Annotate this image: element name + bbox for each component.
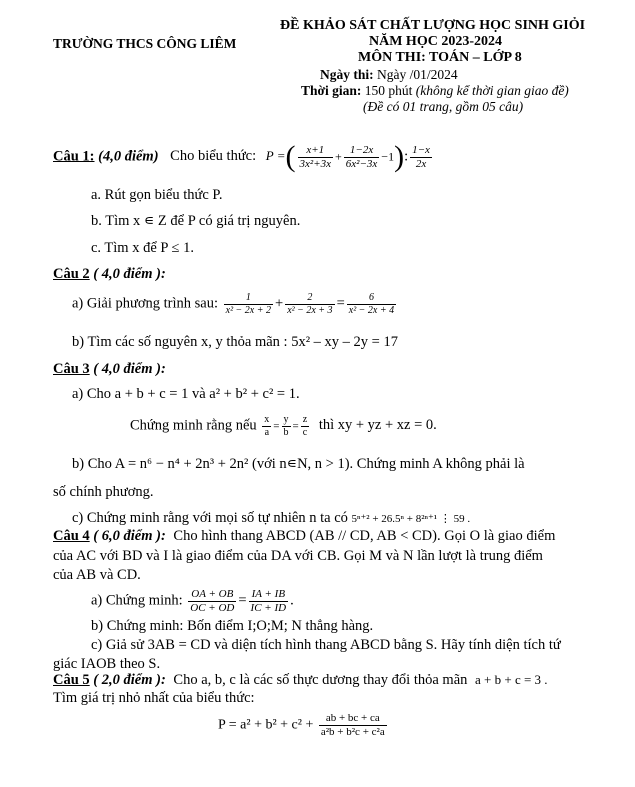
q1-f3-num: 1−x	[412, 143, 430, 156]
q2-fb-den: x² − 2x + 3	[287, 304, 333, 316]
q1-minus-one: −1	[381, 149, 395, 164]
q2-fraction-1	[224, 292, 273, 316]
q4-eq: =	[238, 592, 247, 609]
q1-label: Câu 1:	[53, 148, 95, 165]
q2-equals: =	[336, 295, 345, 312]
q1-p-eq: P =	[265, 148, 286, 164]
q2-plus: +	[275, 295, 284, 312]
q4-fraction-2	[249, 588, 289, 614]
q2-fraction-3	[347, 292, 396, 316]
q5-intro-line1	[53, 672, 548, 689]
q4-line3: của AB và CD.	[53, 567, 141, 583]
q1-fraction-3	[410, 144, 432, 170]
q2-label: Câu 2	[53, 266, 90, 282]
q2-fc-num: 6	[347, 292, 396, 305]
q3-r2-den: b	[283, 426, 289, 438]
q4-fa-num: OA + OB	[188, 588, 236, 602]
q5-line2: Tìm giá trị nhỏ nhất của biểu thức:	[53, 690, 255, 706]
q3-ratio-y	[282, 414, 291, 438]
q2-part-a	[72, 292, 398, 316]
q3-prove-line	[130, 414, 437, 438]
q3-header	[53, 361, 166, 378]
q2-a-intro: a) Giải phương trình sau:	[72, 295, 218, 312]
q2-fb-num: 2	[285, 292, 334, 305]
q1-intro: Cho biểu thức:	[170, 148, 257, 165]
q2-fa-den: x² − 2x + 2	[225, 304, 271, 316]
q1-colon: :	[404, 148, 409, 165]
q4-part-b: b) Chứng minh: Bốn điểm I;O;M; N thẳng hàng.	[91, 618, 374, 634]
q3-prove-intro: Chứng minh rằng nếu	[130, 417, 257, 434]
q1-f3-den: 2x	[415, 157, 427, 170]
q5-p-lhs: P = a² + b² + c² +	[218, 717, 314, 733]
q3-r1-num: x	[264, 414, 270, 425]
q1-points: (4,0 điểm)	[98, 148, 159, 165]
q3-eq-2: =	[292, 420, 299, 433]
q3-c-intro: c) Chứng minh rằng với mọi số tự nhiên n ta có	[72, 510, 348, 526]
q4-period: .	[290, 592, 294, 609]
q2-header	[53, 266, 166, 283]
q4-fraction-1	[188, 588, 236, 614]
q1-part-b: b. Tìm x ∊ Z để P có giá trị nguyên.	[91, 213, 301, 229]
exam-date	[320, 67, 458, 83]
q5-points: ( 2,0 điểm ):	[93, 672, 166, 688]
q5-p-num: ab + bc + ca	[319, 712, 387, 726]
q1-fraction-2	[344, 144, 380, 170]
q3-points: ( 4,0 điểm ):	[93, 361, 166, 377]
time-note: (không kể thời gian giao đề)	[415, 83, 569, 98]
exam-subject: MÔN THI: TOÁN – LỚP 8	[358, 50, 522, 65]
q5-condition: a + b + c = 3 .	[475, 672, 548, 687]
q3-part-b-line1: b) Cho A = n⁶ − n⁴ + 2n³ + 2n² (với n∊N, n > 1). Chứng minh A không phải là	[72, 456, 525, 472]
q4-fb-num: IA + IB	[249, 588, 289, 602]
q4-part-a	[91, 588, 294, 614]
q2-fa-num: 1	[224, 292, 273, 305]
date-label: Ngày thi:	[320, 67, 374, 82]
q3-eq-1: =	[273, 420, 280, 433]
q1-f2-num: 1−2x	[344, 144, 380, 158]
q3-c-expr: 5ⁿ⁺² + 26.5ⁿ + 8²ⁿ⁺¹ ⋮ 59 .	[351, 513, 471, 525]
exam-title: ĐỀ KHẢO SÁT CHẤT LƯỢNG HỌC SINH GIỎI	[280, 18, 586, 33]
q4-part-c-line1: c) Giả sử 3AB = CD và diện tích hình thang ABCD bằng S. Hãy tính diện tích tứ	[91, 637, 561, 653]
q1-f1-den: 3x²+3x	[299, 157, 332, 170]
q5-label: Câu 5	[53, 672, 90, 688]
q1-f2-den: 6x²−3x	[345, 157, 378, 170]
q5-p-den: a²b + b²c + c²a	[320, 725, 385, 738]
q3-part-b-line2: số chính phương.	[53, 484, 154, 500]
q4-label: Câu 4	[53, 528, 90, 544]
q5-fraction	[319, 712, 387, 738]
date-value: Ngày /01/2024	[377, 67, 458, 82]
q2-fraction-2	[285, 292, 334, 316]
q5-expression	[218, 712, 389, 738]
q5-line1: Cho a, b, c là các số thực dương thay đổi thỏa mãn	[173, 672, 468, 688]
q1-part-a: a. Rút gọn biểu thức P.	[91, 187, 223, 203]
q4-line1: Cho hình thang ABCD (AB // CD, AB < CD). Gọi O là giao điểm	[173, 528, 556, 544]
pages-note: (Đề có 01 trang, gồm 05 câu)	[363, 99, 524, 114]
q1-rparen: )	[394, 140, 405, 173]
q3-part-c	[72, 510, 470, 527]
q1-f1-num: x+1	[298, 144, 334, 158]
q1-lparen: (	[285, 140, 296, 173]
q3-r2-num: y	[283, 414, 289, 425]
exam-time	[301, 83, 569, 99]
q4-part-c-line2: giác IAOB theo S.	[53, 656, 161, 672]
q3-part-a: a) Cho a + b + c = 1 và a² + b² + c² = 1.	[72, 386, 300, 402]
q3-r3-num: z	[302, 414, 308, 425]
q4-a-intro: a) Chứng minh:	[91, 592, 183, 609]
q1-part-c: c. Tìm x để P ≤ 1.	[91, 240, 195, 256]
q3-ratio-z	[301, 414, 309, 438]
q3-ratio-x	[262, 414, 271, 438]
q3-prove-end: thì xy + yz + xz = 0.	[318, 417, 437, 434]
q1-fraction-1	[298, 144, 334, 170]
q2-points: ( 4,0 điểm ):	[93, 266, 166, 282]
q2-fc-den: x² − 2x + 4	[348, 304, 395, 316]
school-name: TRƯỜNG THCS CÔNG LIÊM	[53, 36, 237, 51]
q4-intro-line1	[53, 528, 555, 545]
q3-label: Câu 3	[53, 361, 90, 377]
time-label: Thời gian:	[301, 83, 362, 98]
q3-r3-den: c	[302, 426, 308, 438]
q4-points: ( 6,0 điểm ):	[93, 528, 166, 544]
time-value: 150 phút	[364, 83, 413, 98]
q4-fa-den: OC + OD	[190, 601, 235, 614]
q2-part-b: b) Tìm các số nguyên x, y thỏa mãn : 5x² – xy – 2y = 17	[72, 334, 398, 350]
q1-intro-line: Câu 1: (4,0 điểm) Cho biểu thức: P =( $\frac{x+1}{\text{3x²+3x}}$ + $\frac{1-2x}{\text{6x²−3x}}$ −1): $\frac{1-x}{2x}$	[53, 140, 430, 173]
q4-fb-den: IC + ID	[250, 601, 287, 614]
q3-r1-den: a	[264, 426, 270, 438]
school-year: NĂM HỌC 2023-2024	[369, 34, 502, 49]
q4-line2: của AC với BD và I là giao điểm của DA với CB. Gọi M và N lần lượt là trung điểm	[53, 548, 543, 564]
